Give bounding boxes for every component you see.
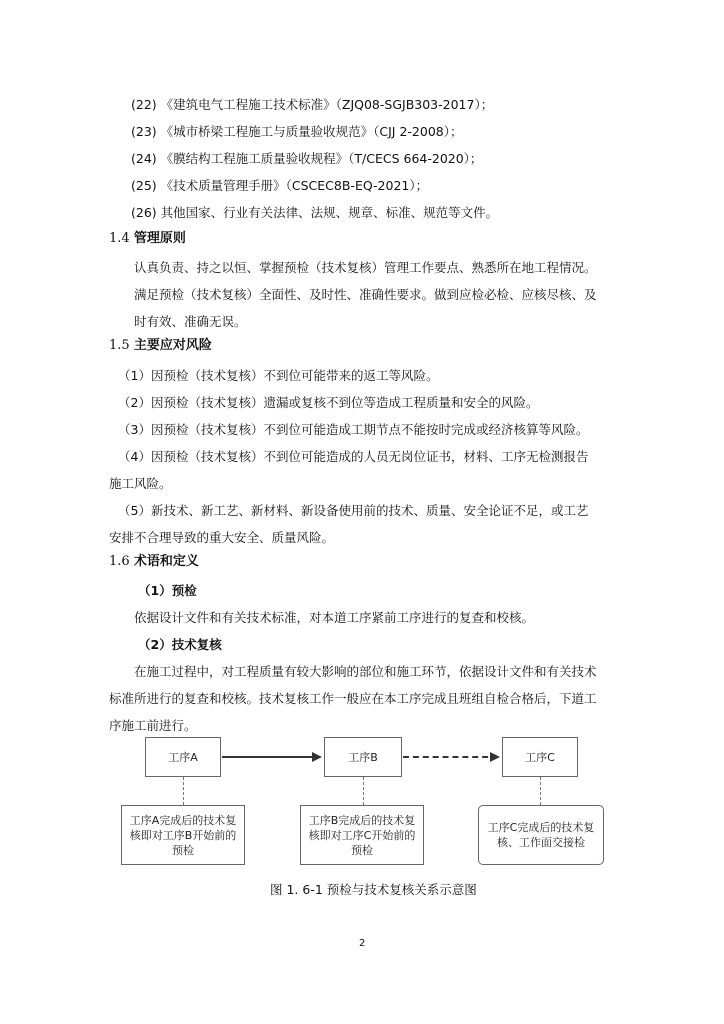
- term-title-precheck: （1）预检: [138, 583, 197, 598]
- note-line: 工序C完成后的技术复: [487, 821, 595, 834]
- step-a-box: [145, 737, 221, 777]
- section-heading-1-5: [109, 338, 212, 354]
- paragraph-line: 认真负责、持之以恒、掌握预检（技术复核）管理工作要点、熟悉所在地工程情况。: [134, 260, 597, 275]
- risk-item: （2）因预检（技术复核）遗漏或复核不到位等造成工程质量和安全的风险。: [118, 395, 539, 410]
- reference-item: (22) 《建筑电气工程施工技术标准》（ZJQ08-SGJB303-2017）；: [131, 97, 494, 112]
- note-line: 预检: [172, 843, 194, 857]
- note-c-box: [478, 805, 604, 865]
- paragraph-line: 时有效、准确无误。: [134, 314, 247, 329]
- reference-item: (26) 其他国家、行业有关法律、法规、规章、标准、规范等文件。: [131, 205, 499, 220]
- section-title: 术语和定义: [133, 554, 199, 569]
- figure-caption: 图 1. 6-1 预检与技术复核关系示意图: [270, 882, 477, 897]
- step-c-box: [502, 737, 578, 777]
- section-heading-1-4: [109, 231, 186, 247]
- risk-item: （4）因预检（技术复核）不到位可能造成的人员无岗位证书，材料、工序无检测报告: [118, 449, 589, 464]
- reference-item: (24) 《膜结构工程施工质量验收规程》（T/CECS 664-2020）；: [131, 151, 483, 166]
- note-line: 预检: [351, 843, 373, 857]
- section-heading-1-6: [109, 554, 199, 570]
- note-line: 工序B完成后的技术复: [308, 813, 416, 827]
- section-title: 管理原则: [133, 231, 186, 246]
- paragraph-line: 满足预检（技术复核）全面性、及时性、准确性要求。做到应检必检、应核尽核、及: [134, 287, 597, 302]
- note-a-box: [121, 805, 245, 865]
- note-line: 核即对工序C开始前的: [308, 828, 416, 842]
- arrow-b-to-c: [403, 756, 498, 758]
- section-number: 1.4: [109, 231, 130, 246]
- risk-item: （3）因预检（技术复核）不到位可能造成工期节点不能按时完成或经济核算等风险。: [118, 422, 589, 437]
- connector-b: [363, 777, 364, 805]
- term-definition: 序施工前进行。: [109, 718, 197, 733]
- risk-item: （1）因预检（技术复核）不到位可能带来的返工等风险。: [118, 368, 439, 383]
- note-line: 核即对工序B开始前的: [129, 828, 237, 842]
- section-number: 1.5: [109, 338, 130, 353]
- reference-item: (25) 《技术质量管理手册》（CSCEC8B-EQ-2021）；: [131, 178, 429, 193]
- page-number: 2: [359, 938, 366, 949]
- connector-a: [183, 777, 184, 805]
- step-a-label: 工序A: [168, 750, 198, 764]
- note-line: 核、工作面交接检: [497, 836, 585, 849]
- connector-c: [540, 777, 541, 805]
- term-definition: 依据设计文件和有关技术标准，对本道工序紧前工序进行的复查和校核。: [134, 610, 535, 625]
- arrow-a-to-b: [222, 756, 320, 758]
- risk-item: （5）新技术、新工艺、新材料、新设备使用前的技术、质量、安全论证不足，或工艺: [118, 503, 589, 518]
- term-title-technical-review: （2）技术复核: [138, 637, 222, 652]
- reference-item: (23) 《城市桥梁工程施工与质量验收规范》（CJJ 2-2008）；: [131, 124, 463, 139]
- note-line: 工序A完成后的技术复: [129, 813, 237, 827]
- section-number: 1.6: [109, 554, 130, 569]
- risk-item-continued: 安排不合理导致的重大安全、质量风险。: [109, 530, 335, 545]
- risk-item-continued: 施工风险。: [109, 476, 172, 491]
- section-title: 主要应对风险: [133, 338, 212, 353]
- term-definition: 在施工过程中，对工程质量有较大影响的部位和施工环节，依据设计文件和有关技术: [134, 664, 597, 679]
- term-definition: 标准所进行的复查和校核。技术复核工作一般应在本工序完成且班组自检合格后，下道工: [109, 691, 597, 706]
- note-b-box: [300, 805, 424, 865]
- step-b-label: 工序B: [348, 750, 378, 764]
- step-b-box: [324, 737, 402, 777]
- step-c-label: 工序C: [525, 750, 555, 764]
